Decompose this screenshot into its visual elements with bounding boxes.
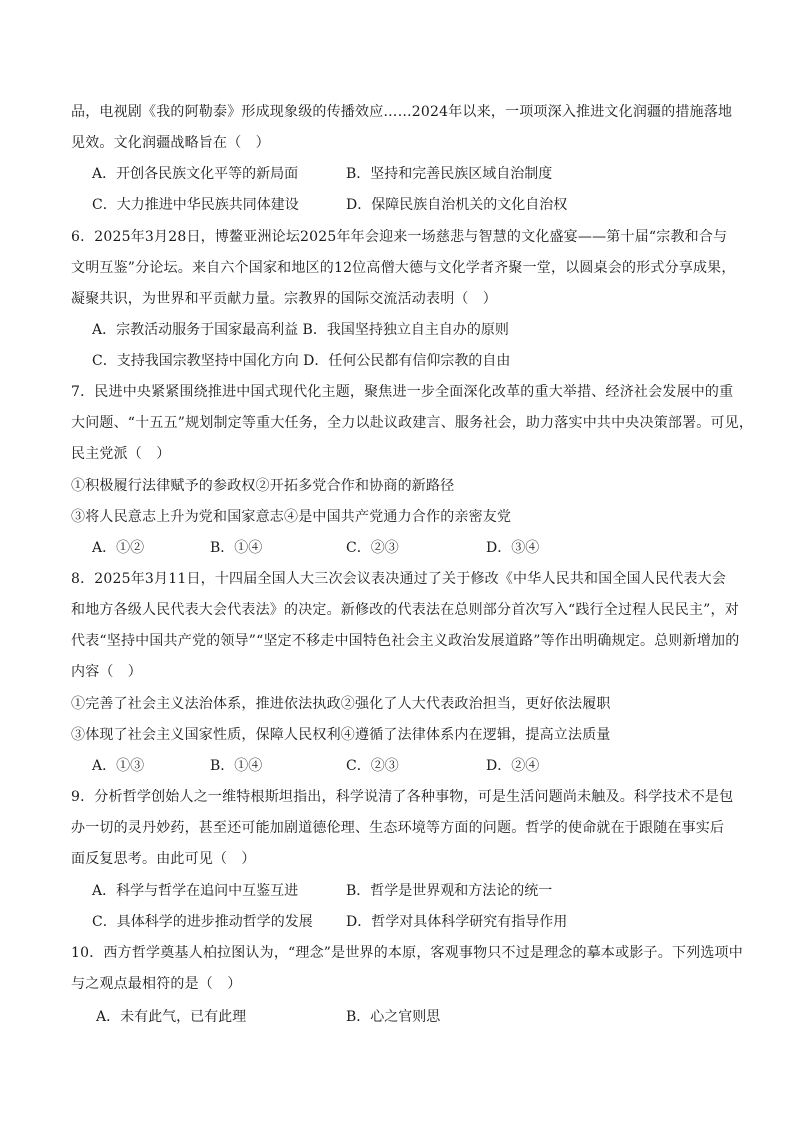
q7-stem-line-1: 7．民进中央紧紧围绕推进中国式现代化主题，聚焦进一步全面深化改革的重大举措、经济社会发展中的重 xyxy=(71,384,734,400)
q7-statement-line-1: ①积极履行法律赋予的参政权②开拓多党合作和协商的新路径 xyxy=(71,478,455,494)
q8-stem-line-3: 代表“坚持中国共产党的领导”“坚定不移走中国特色社会主义政治发展道路”等作出明确规定。总则新增加的 xyxy=(71,633,740,649)
q10-option-a: A．未有此气，已有此理 xyxy=(96,1009,247,1025)
q5-option-b: B．坚持和完善民族区域自治制度 xyxy=(346,166,553,182)
q5-option-a: A．开创各民族文化平等的新局面 xyxy=(92,166,299,182)
q7-stem-line-3: 民主党派（ ） xyxy=(71,446,171,462)
q9-option-d: D．哲学对具体科学研究有指导作用 xyxy=(346,914,568,930)
q8-stem-line-1: 8．2025年3月11日，十四届全国人大三次会议表决通过了关于修改《中华人民共和国全国人民代表大会 xyxy=(71,571,727,587)
q10-stem-line-2: 与之观点最相符的是（ ） xyxy=(71,976,242,992)
q8-stem-line-2: 和地方各级人民代表大会代表法》的决定。新修改的代表法在总则部分首次写入“践行全过程人民民主”，对 xyxy=(71,602,739,618)
q6-options-line-2: C．支持我国宗教坚持中国化方向 D．任何公民都有信仰宗教的自由 xyxy=(92,353,511,369)
q5-stem-line-1: 品，电视剧《我的阿勒泰》形成现象级的传播效应……2024年以来，一项项深入推进文化润疆的措施落地 xyxy=(71,104,733,120)
q6-options-line-1: A．宗教活动服务于国家最高利益 B．我国坚持独立自主自办的原则 xyxy=(92,322,509,338)
q5-stem-line-2: 见效。文化润疆战略旨在（ ） xyxy=(71,135,270,151)
q8-statement-line-1: ①完善了社会主义法治体系，推进依法执政②强化了人大代表政治担当，更好依法履职 xyxy=(71,696,611,712)
q8-option-a: A．①③ xyxy=(92,758,145,774)
q9-stem-line-1: 9．分析哲学创始人之一维特根斯坦指出，科学说清了各种事物，可是生活问题尚未触及。科学技术不是包 xyxy=(71,789,734,805)
q9-option-a: A．科学与哲学在追问中互鉴互进 xyxy=(92,883,299,899)
q7-option-c: C．②③ xyxy=(346,540,399,556)
q9-stem-line-2: 办一切的灵丹妙药，甚至还可能加剧道德伦理、生态环境等方面的问题。哲学的使命就在于跟随在事实后 xyxy=(71,820,725,836)
q10-stem-line-1: 10．西方哲学奠基人柏拉图认为，“理念”是世界的本原，客观事物只不过是理念的摹本或影子。下列选项中 xyxy=(71,945,743,961)
q8-option-d: D．②④ xyxy=(486,758,540,774)
q8-statement-line-2: ③体现了社会主义国家性质，保障人民权利④遵循了法律体系内在逻辑，提高立法质量 xyxy=(71,727,611,743)
q9-option-b: B．哲学是世界观和方法论的统一 xyxy=(346,883,553,899)
q7-option-d: D．③④ xyxy=(486,540,540,556)
q5-option-d: D．保障民族自治机关的文化自治权 xyxy=(346,197,568,213)
q8-option-c: C．②③ xyxy=(346,758,399,774)
q5-option-c: C．大力推进中华民族共同体建设 xyxy=(92,197,299,213)
q8-stem-line-4: 内容（ ） xyxy=(71,664,142,680)
q8-option-b: B．①④ xyxy=(210,758,263,774)
q7-statement-line-2: ③将人民意志上升为党和国家意志④是中国共产党通力合作的亲密友党 xyxy=(71,509,512,525)
q9-option-c: C．具体科学的进步推动哲学的发展 xyxy=(92,914,313,930)
q7-option-a: A．①② xyxy=(92,540,145,556)
q6-stem-line-1: 6．2025年3月28日，博鳌亚洲论坛2025年年会迎来一场慈悲与智慧的文化盛宴——第十届“宗教和合与 xyxy=(71,229,728,245)
q7-stem-line-2: 大问题、“十五五”规划制定等重大任务，全力以赴议政建言、服务社会，助力落实中共中央决策部署。可见， xyxy=(71,415,754,431)
q7-option-b: B．①④ xyxy=(210,540,263,556)
q6-stem-line-2: 文明互鉴”分论坛。来自六个国家和地区的12位高僧大德与文化学者齐聚一堂，以圆桌会的形式分享成果， xyxy=(71,260,736,276)
q10-option-b: B．心之官则思 xyxy=(346,1009,441,1025)
q6-stem-line-3: 凝聚共识，为世界和平贡献力量。宗教界的国际交流活动表明（ ） xyxy=(71,291,497,307)
q9-stem-line-3: 面反复思考。由此可见（ ） xyxy=(71,851,256,867)
